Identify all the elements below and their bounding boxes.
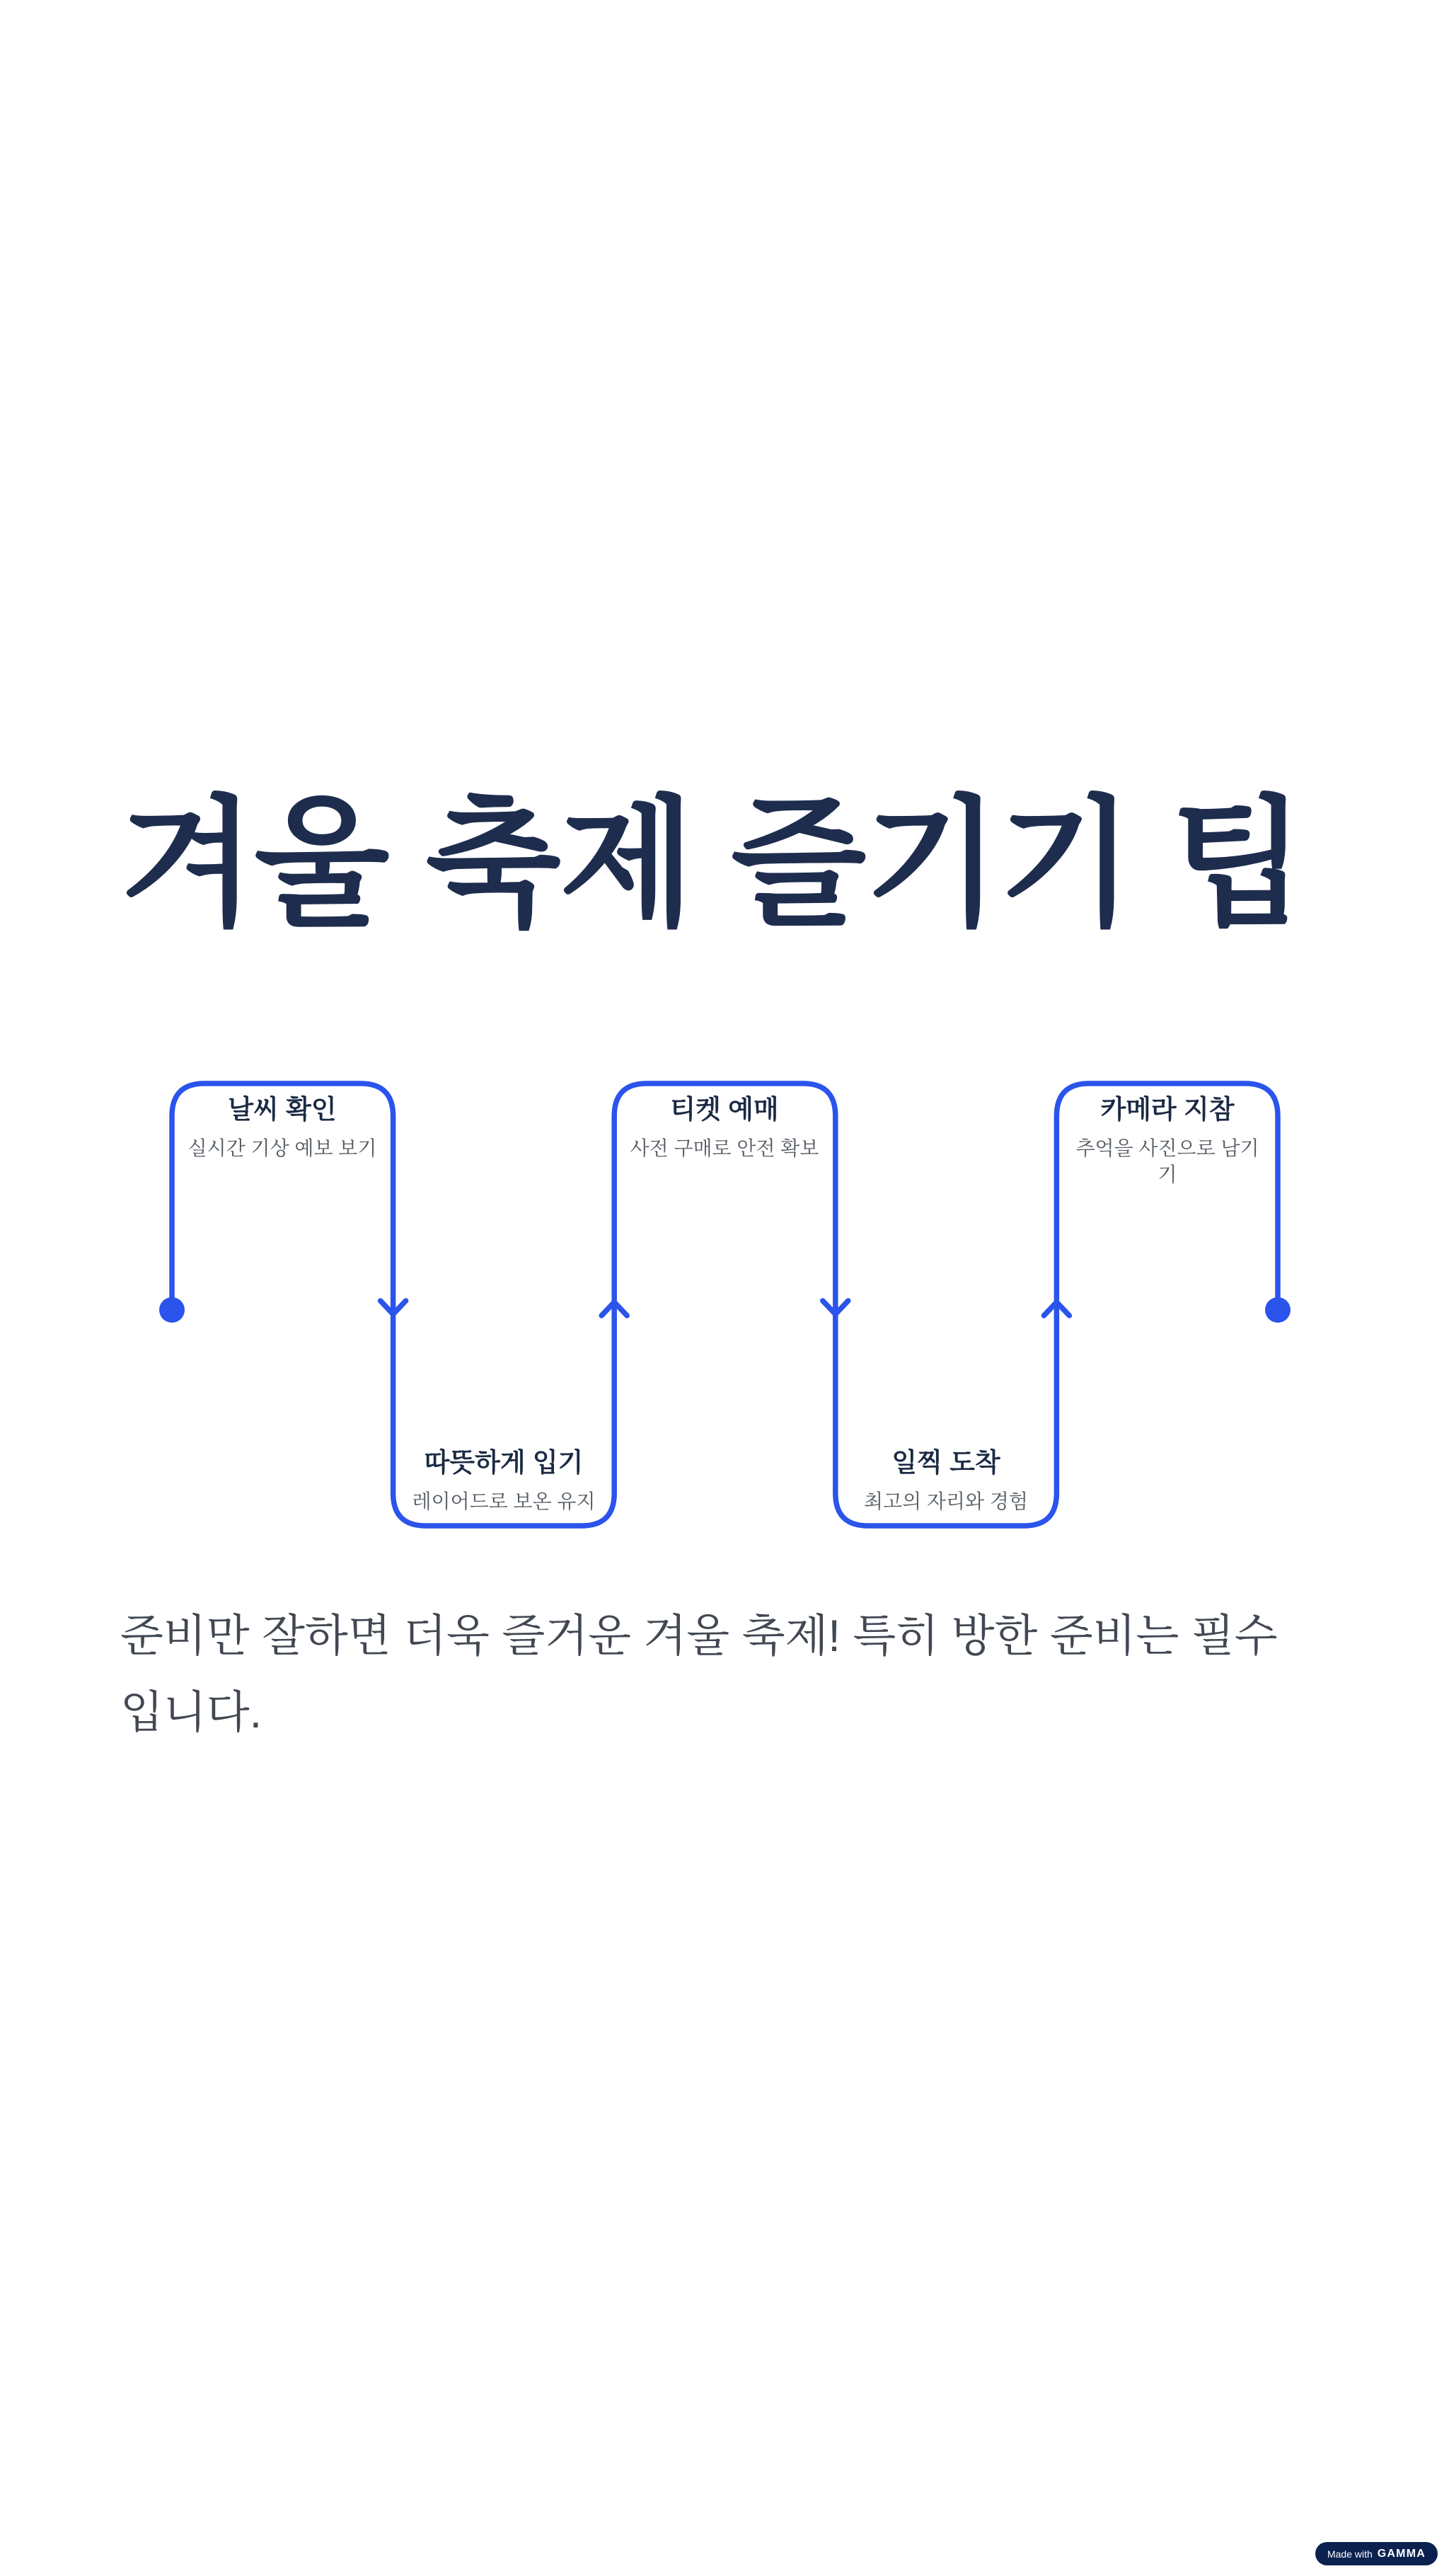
step-description: 사전 구매로 안전 확보 [630, 1137, 819, 1160]
made-with-gamma-badge[interactable] [1315, 2542, 1438, 2565]
gamma-logo-text: GAMMA [1377, 2547, 1426, 2560]
step-description: 실시간 기상 예보 보기 [187, 1137, 377, 1160]
step-title: 날씨 확인 [228, 1095, 337, 1124]
step-title: 따뜻하게 입기 [424, 1447, 584, 1477]
timeline-step-card [628, 1093, 821, 1161]
timeline-end-dot [1265, 1297, 1291, 1323]
step-title: 티켓 예매 [670, 1095, 779, 1124]
step-description: 최고의 자리와 경험 [864, 1490, 1028, 1512]
step-title: 일찍 도착 [891, 1447, 1000, 1477]
step-title: 카메라 지참 [1100, 1095, 1235, 1124]
step-description: 레이어드로 보온 유지 [412, 1490, 596, 1512]
step-description: 추억을 사진으로 남기기 [1075, 1137, 1259, 1186]
timeline-step-card [186, 1093, 379, 1161]
timeline-step-card [1071, 1093, 1264, 1188]
page-title: 겨울 축제 즐기기 팁 [120, 786, 1305, 942]
summary-text: 준비만 잘하면 더욱 즐거운 겨울 축제! 특히 방한 준비는 필수입니다. [120, 1611, 1278, 1738]
badge-made-with-label: Made with [1327, 2548, 1373, 2560]
timeline-step-card [850, 1446, 1042, 1514]
timeline-step-card [408, 1446, 600, 1514]
timeline-start-dot [159, 1297, 185, 1323]
